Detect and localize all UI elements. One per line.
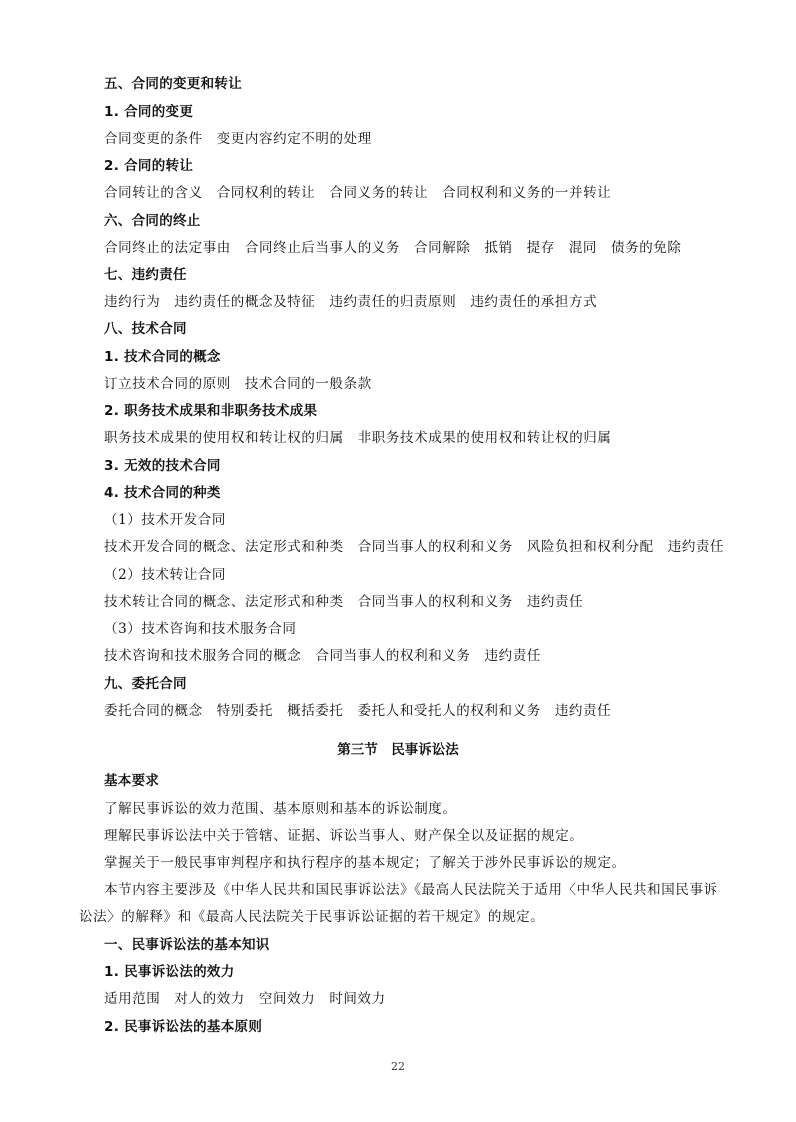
list-item: 空间效力 [258,991,316,1007]
list-item: 违约责任的归责原则 [329,294,457,310]
list-item: 特别委托 [216,703,274,719]
list-item: 概括委托 [287,703,344,719]
paragraph-line: 掌握关于一般民事审判程序和执行程序的基本规定；了解关于涉外民事诉讼的规定。 [104,855,626,871]
list-item: 合同权利和义务的一并转让 [442,185,612,201]
list-item: 违约责任 [554,703,612,719]
list-item: 合同变更的条件 [104,131,203,147]
item-line-effect [104,990,386,1008]
item-line-termination [104,239,682,257]
list-item: 违约责任的承担方式 [470,294,598,310]
page-number: 22 [391,1060,405,1073]
subheading-principles: 2. 民事诉讼法的基本原则 [104,1019,263,1035]
kind-heading-dev: （1）技术开发合同 [104,512,226,528]
item-line-contract-transfer [104,184,611,202]
heading-sec8: 八、技术合同 [104,321,187,337]
list-item: 变更内容约定不明的处理 [216,131,372,147]
list-item: 合同解除 [414,240,471,256]
heading-sec7: 七、违约责任 [104,267,187,283]
list-item: 提存 [526,240,555,256]
list-item: 技术转让合同的概念、法定形式和种类 [104,594,344,610]
list-item: 合同权利的转让 [216,185,316,201]
list-item: 委托人和受托人的权利和义务 [357,703,541,719]
list-item: 非职务技术成果的使用权和转让权的归属 [357,430,612,446]
list-item: 合同当事人的权利和义务 [357,594,513,610]
list-item: 合同转让的含义 [104,185,203,201]
list-item: 合同义务的转让 [329,185,429,201]
item-line-dev [104,538,724,556]
heading-basic-knowledge: 一、民事诉讼法的基本知识 [104,937,270,953]
list-item: 合同当事人的权利和义务 [357,539,513,555]
paragraph-line: 了解民事诉讼的效力范围、基本原则和基本的诉讼制度。 [104,801,457,817]
item-line-contract-change [104,130,372,148]
list-item: 违约责任 [667,539,725,555]
item-line-entrust [104,702,611,720]
list-item: 违约责任 [526,594,584,610]
subheading-contract-change: 1. 合同的变更 [104,104,194,120]
list-item: 违约责任 [484,648,541,664]
list-item: 抵销 [484,240,513,256]
heading-sec5: 五、合同的变更和转让 [104,76,242,92]
item-line-tech-results [104,429,612,447]
subheading-tech-results: 2. 职务技术成果和非职务技术成果 [104,403,318,419]
list-item: 合同当事人的权利和义务 [315,648,471,664]
list-item: 合同终止后当事人的义务 [244,240,401,256]
heading-sec9: 九、委托合同 [104,676,187,692]
list-item: 订立技术合同的原则 [104,376,231,392]
paragraph-line: 理解民事诉讼法中关于管辖、证据、诉讼当事人、财产保全以及证据的规定。 [104,828,584,844]
subheading-tech-concept: 1. 技术合同的概念 [104,349,221,365]
item-line-tech-concept [104,375,372,393]
subheading-effect: 1. 民事诉讼法的效力 [104,964,235,980]
list-item: 委托合同的概念 [104,703,203,719]
heading-sec6: 六、合同的终止 [104,213,201,229]
list-item: 混同 [568,240,598,256]
item-line-consult [104,647,541,665]
list-item: 适用范围 [104,991,161,1007]
kind-heading-consult: （3）技术咨询和技术服务合同 [104,621,297,637]
list-item: 违约责任的概念及特征 [174,294,316,310]
list-item: 风险负担和权利分配 [526,539,654,555]
list-item: 对人的效力 [174,991,245,1007]
paragraph-line: 本节内容主要涉及《中华人民共和国民事诉讼法》《最高人民法院关于适用〈中华人民共和国民事诉 [104,882,718,898]
list-item: 时间效力 [329,991,386,1007]
subheading-tech-kinds: 4. 技术合同的种类 [104,485,221,501]
item-line-breach [104,293,597,311]
list-item: 职务技术成果的使用权和转让权的归属 [104,430,344,446]
list-item: 违约行为 [104,294,161,310]
section-title: 第三节 民事诉讼法 [337,742,459,758]
subheading-contract-transfer: 2. 合同的转让 [104,158,194,174]
paragraph-line: 讼法〉的解释》和《最高人民法院关于民事诉讼证据的若干规定》的规定。 [79,909,545,925]
kind-heading-transfer: （2）技术转让合同 [104,567,226,583]
list-item: 技术合同的一般条款 [244,376,372,392]
subheading-invalid-tech: 3. 无效的技术合同 [104,458,221,474]
list-item: 合同终止的法定事由 [104,240,231,256]
list-item: 债务的免除 [611,240,682,256]
list-item: 技术开发合同的概念、法定形式和种类 [104,539,344,555]
list-item: 技术咨询和技术服务合同的概念 [104,648,302,664]
heading-basic-requirements: 基本要求 [104,773,160,789]
item-line-transfer [104,593,583,611]
